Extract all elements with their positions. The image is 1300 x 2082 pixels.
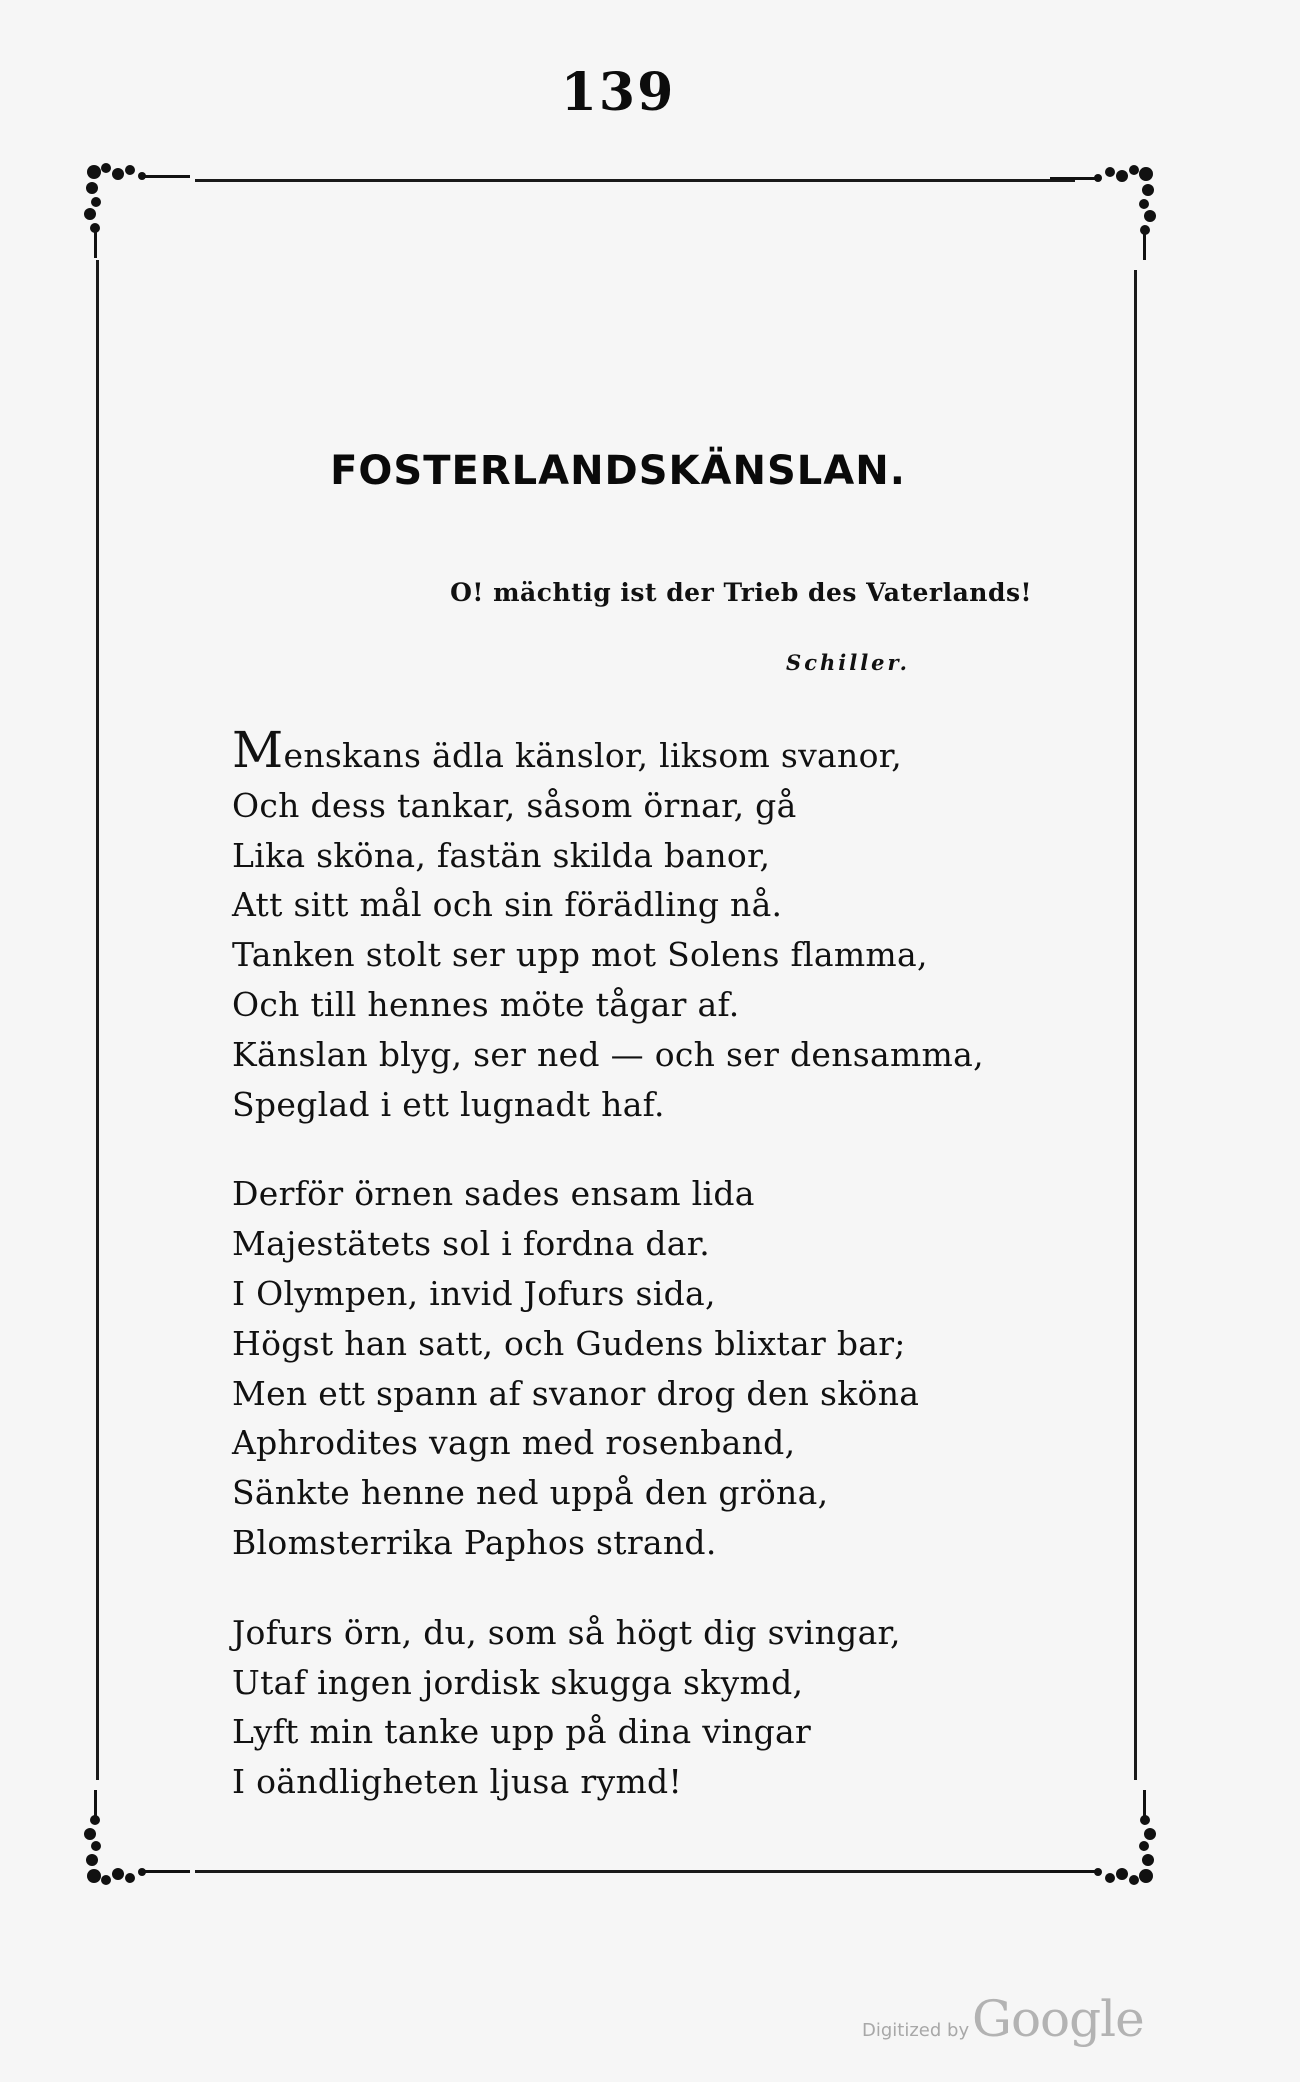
verse-line: Känslan blyg, ser ned — och ser densamma, (232, 1034, 984, 1074)
drop-cap: M (232, 721, 284, 779)
verse-line: Lika sköna, fastän skilda banor, (232, 835, 771, 875)
corner-ornament-top-left-icon (80, 158, 190, 258)
verse-line: I Olympen, invid Jofurs sida, (232, 1273, 716, 1313)
poem-title: FOSTERLANDSKÄNSLAN. (330, 448, 906, 494)
frame-top-rule (195, 179, 1075, 182)
verse-text: enskans ädla känslor, liksom svanor, (283, 736, 902, 775)
verse-line: Högst han satt, och Gudens blixtar bar; (232, 1323, 906, 1363)
verse-line: Och dess tankar, såsom örnar, gå (232, 785, 797, 825)
verse-line: Blomsterrika Paphos strand. (232, 1522, 717, 1562)
verse-line: Jofurs örn, du, som så högt dig svingar, (232, 1612, 901, 1652)
verse-line: I oändligheten ljusa rymd! (232, 1762, 683, 1802)
stanza (232, 1608, 1082, 1807)
verse-line: Och till hennes möte tågar af. (232, 984, 740, 1024)
verse-line: Speglad i ett lugnadt haf. (232, 1084, 665, 1124)
verse-line: Lyft min tanke upp på dina vingar (232, 1712, 812, 1752)
stanza (232, 1169, 1082, 1567)
verse-line: Tanken stolt ser upp mot Solens flamma, (232, 935, 928, 975)
frame-right-rule (1134, 270, 1137, 1780)
frame-bottom-rule (195, 1870, 1075, 1873)
corner-ornament-top-right-icon (1050, 160, 1160, 260)
epigraph-quote: O! mächtig ist der Trieb des Vaterlands! (450, 578, 1032, 607)
verse-line: Att sitt mål och sin förädling nå. (232, 885, 783, 925)
google-logo: Google (972, 1990, 1144, 2048)
verse-line: Men ett spann af svanor drog den sköna (232, 1373, 920, 1413)
verse-line: Derför örnen sades ensam lida (232, 1174, 755, 1214)
page-number: 139 (560, 62, 676, 123)
poem-body (232, 721, 1082, 1847)
verse-line: Aphrodites vagn med rosenband, (232, 1423, 796, 1463)
stanza (232, 721, 1082, 1129)
verse-line: Majestätets sol i fordna dar. (232, 1224, 710, 1264)
verse-line: Sänkte henne ned uppå den gröna, (232, 1473, 829, 1513)
corner-ornament-bottom-left-icon (80, 1790, 190, 1890)
digitized-by-label: Digitized by (862, 2020, 970, 2041)
verse-line: Utaf ingen jordisk skugga skymd, (232, 1662, 804, 1702)
verse-line (232, 721, 1082, 781)
epigraph-attribution: Schiller. (786, 650, 910, 675)
